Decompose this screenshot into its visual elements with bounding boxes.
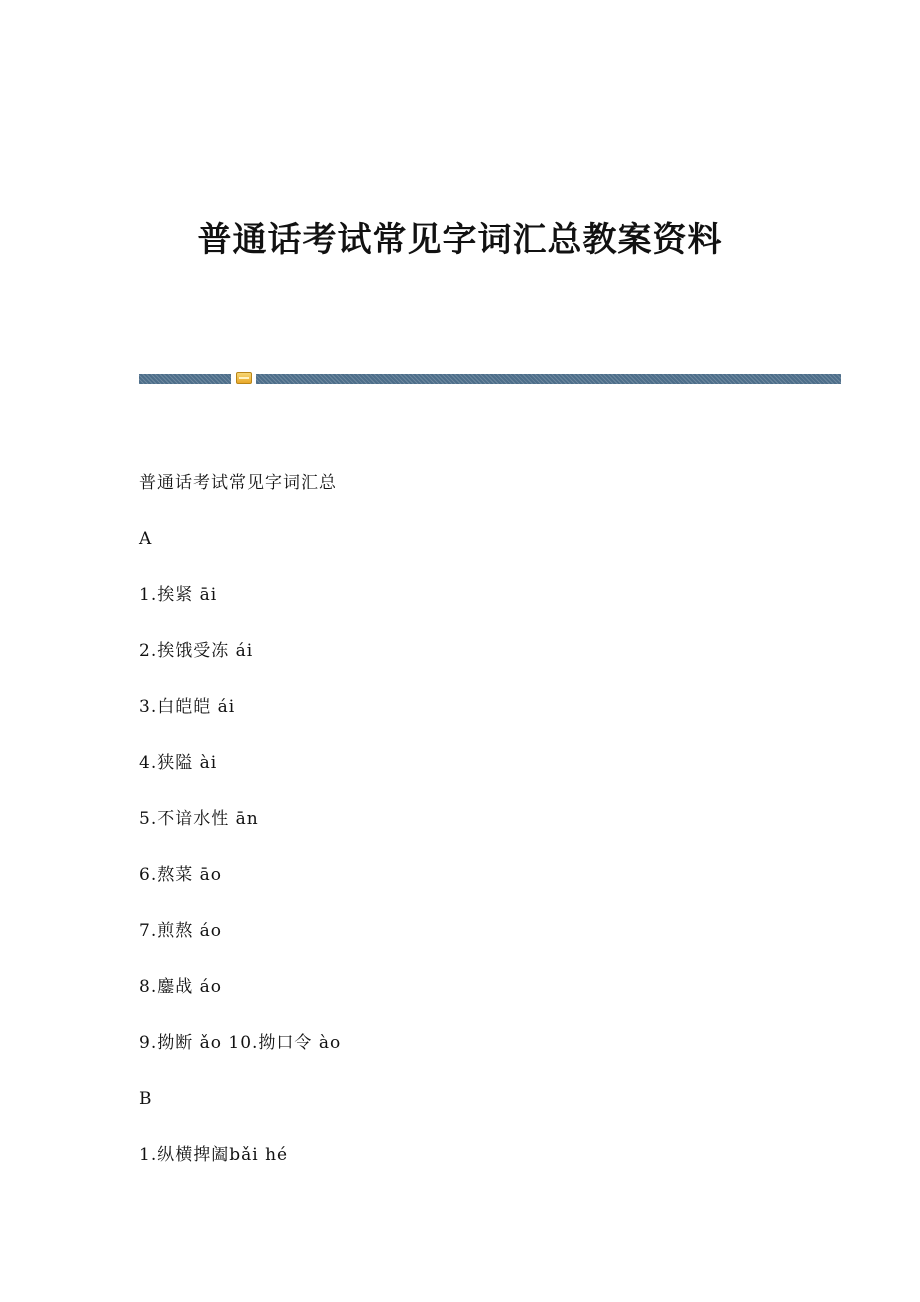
list-item: 6.熬菜 āo xyxy=(139,865,222,885)
list-item: 7.煎熬 áo xyxy=(139,921,222,941)
list-item: 8.鏖战 áo xyxy=(139,977,222,997)
list-item: 9.拗断 ǎo 10.拗口令 ào xyxy=(139,1033,342,1053)
document-title: 普通话考试常见字词汇总教案资料 xyxy=(197,220,723,260)
list-item: 2.挨饿受冻 ái xyxy=(139,641,254,661)
letter-heading-a: A xyxy=(139,529,153,549)
list-item: 1.挨紧 āi xyxy=(139,585,218,605)
list-item: 4.狭隘 ài xyxy=(139,753,218,773)
list-item: 5.不谙水性 ān xyxy=(139,809,259,829)
letter-heading-b: B xyxy=(139,1089,153,1109)
divider-ornament-icon xyxy=(236,372,252,384)
list-item: 3.白皑皑 ái xyxy=(139,697,236,717)
title-divider-right xyxy=(256,374,841,384)
title-divider-left xyxy=(139,374,231,384)
section-heading: 普通话考试常见字词汇总 xyxy=(139,473,337,493)
list-item: 1.纵横捭阖bǎi hé xyxy=(139,1145,289,1165)
